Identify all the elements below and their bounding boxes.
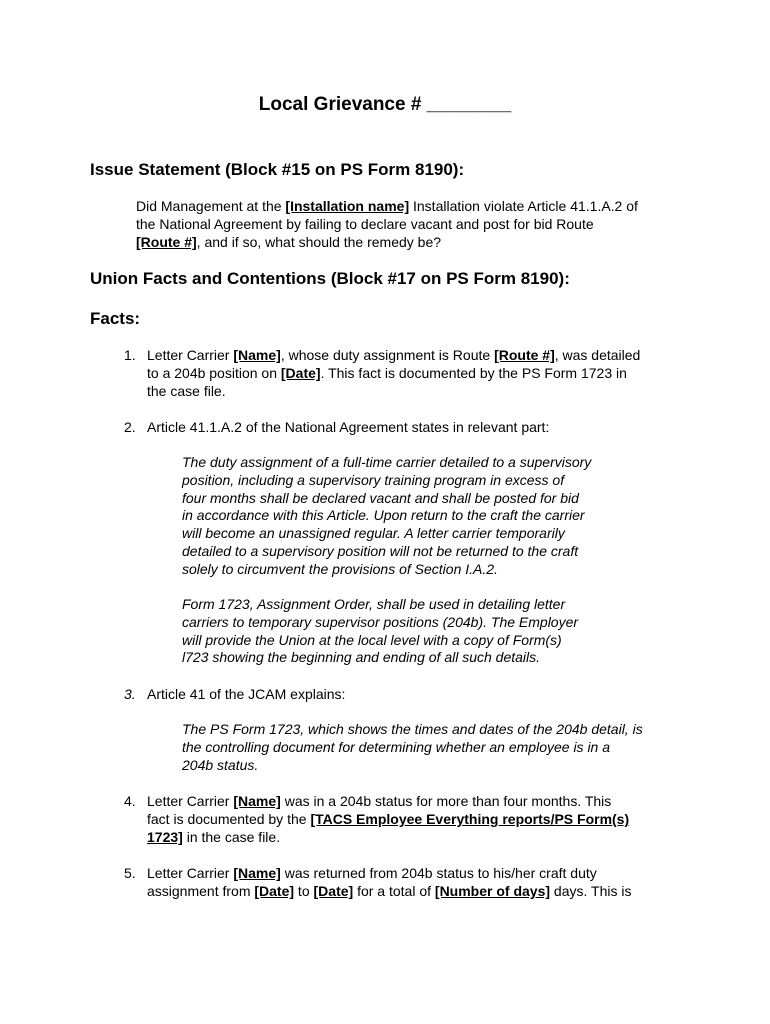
list-number-5: 5. <box>124 865 136 881</box>
fact-item-1: Letter Carrier [Name], whose duty assignment is Route [Route #], was detailed to a 204b position on [Date]. This fact is documented by the PS Form 1723 in the case file. <box>147 347 641 399</box>
issue-statement-heading: Issue Statement (Block #15 on PS Form 8190): <box>90 160 465 179</box>
article-quote-1: The duty assignment of a full-time carrier detailed to a supervisory position, including a supervisory training program in excess of four months shall be declared vacant and shall be posted for bid in accordance with this Article. Upon return to the craft the carrier will become an unassigned regular. A letter carrier temporarily detailed to a supervisory position will not be returned to the craft solely to circumvent the provisions of Section I.A.2. <box>182 454 592 577</box>
installation-name-placeholder: [Installation name] <box>285 198 410 214</box>
fact-item-5: Letter Carrier [Name] was returned from 204b status to his/her craft duty assignment from [Date] to [Date] for a total of [Number of days] days. This is <box>147 865 632 899</box>
page-title: Local Grievance # ________ <box>258 94 512 115</box>
fact-item-4: Letter Carrier [Name] was in a 204b status for more than four months. This fact is documented by the [TACS Employee Everything reports/PS Form(s) 1723] in the case file. <box>147 793 630 845</box>
facts-heading: Facts: <box>90 309 141 328</box>
jcam-quote: The PS Form 1723, which shows the times and dates of the 204b detail, is the controlling document for determining whether an employee is in a 204b status. <box>182 721 643 773</box>
route-placeholder: [Route #] <box>136 234 197 250</box>
article-quote-2: Form 1723, Assignment Order, shall be used in detailing letter carriers to temporary supervisor positions (204b). The Employer will provide the Union at the local level with a copy of Form(s) l723 showing the beginning and ending of all such details. <box>182 596 579 666</box>
issue-statement-text: Did Management at the [Installation name] Installation violate Article 41.1.A.2 of the National Agreement by failing to declare vacant and post for bid Route [Route #], and if so, what should the remedy be? <box>136 198 638 250</box>
list-number-4: 4. <box>124 793 136 809</box>
fact-item-3: Article 41 of the JCAM explains: <box>147 686 346 702</box>
list-number-1: 1. <box>124 347 136 363</box>
list-number-3: 3. <box>124 686 136 702</box>
union-facts-heading: Union Facts and Contentions (Block #17 on PS Form 8190): <box>90 269 570 288</box>
list-number-2: 2. <box>124 419 136 435</box>
fact-item-2: Article 41.1.A.2 of the National Agreement states in relevant part: <box>147 419 550 435</box>
